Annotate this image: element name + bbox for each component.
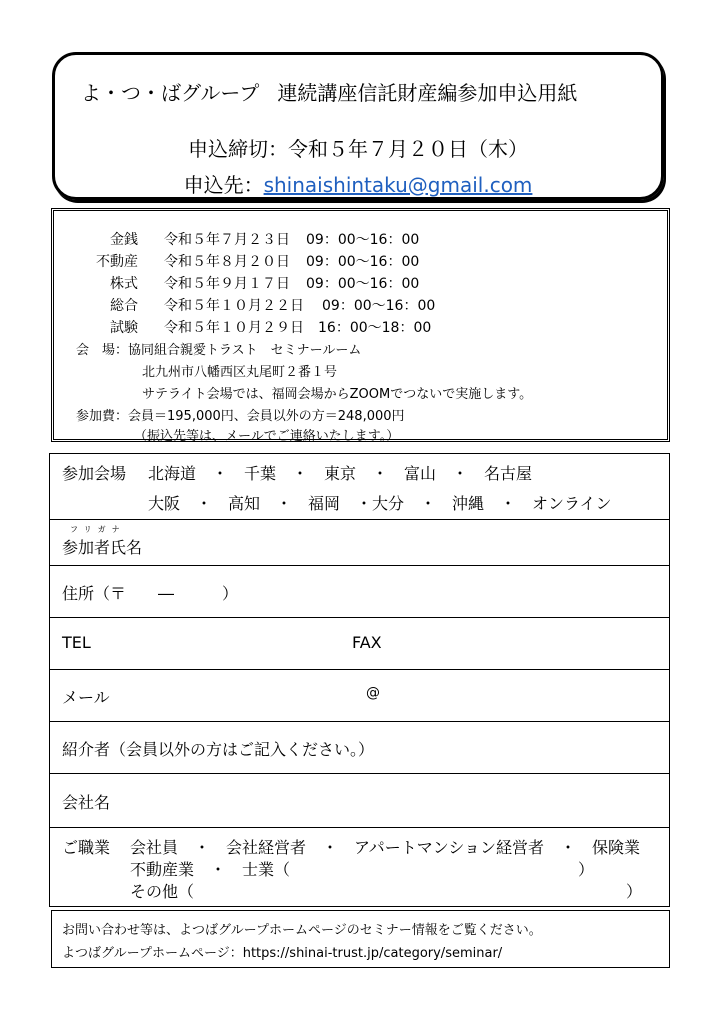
- schedule-category: 総合: [110, 298, 138, 314]
- satellite-note: サテライト会場では、福岡会場からZOOMでつないで実施します。: [142, 387, 533, 402]
- form-title: 連続講座信託財産編参加申込用紙: [277, 81, 578, 105]
- company-label: 会社名: [62, 793, 111, 812]
- schedule-time: 09：00～16：00: [306, 232, 420, 248]
- schedule-date: 令和５年１０月２９日: [164, 320, 304, 336]
- phone-row[interactable]: [50, 618, 669, 670]
- form-header: [52, 52, 664, 200]
- venue-address: 北九州市八幡西区丸尾町２番１号: [142, 365, 338, 380]
- schedule-category: 金銭: [110, 232, 138, 248]
- venue-options-line1[interactable]: 北海道 ・ 千葉 ・ 東京 ・ 富山 ・ 名古屋: [148, 464, 533, 483]
- at-mark: @: [366, 685, 380, 701]
- header-title: [81, 77, 577, 106]
- seminar-info-box: [51, 208, 670, 442]
- venue-select-row: [50, 454, 669, 520]
- name-row[interactable]: [50, 520, 669, 566]
- address-row[interactable]: [50, 566, 669, 618]
- mail-label: メール: [62, 688, 110, 707]
- referrer-label: 紹介者（会員以外の方はご記入ください。）: [62, 740, 375, 759]
- referrer-row[interactable]: [50, 722, 669, 774]
- occupation-options-line1[interactable]: 会社員 ・ 会社経営者 ・ アパートマンション経営者 ・ 保険業: [130, 838, 641, 857]
- schedule-time: 09：00～16：00: [322, 298, 436, 314]
- name-furigana: フリガナ: [70, 525, 126, 534]
- contact-label: 申込先：: [183, 173, 264, 197]
- schedule-category: 不動産: [96, 254, 138, 270]
- occupation-label: ご職業: [62, 838, 111, 857]
- fee-note: （振込先等は、メールでご連絡いたします。）: [134, 429, 400, 444]
- application-contact: [55, 169, 661, 198]
- venue-line: 会 場：協同組合親愛トラスト セミナールーム: [76, 343, 362, 358]
- schedule-time: 09：00～16：00: [306, 254, 420, 270]
- schedule-date: 令和５年７月２３日: [164, 232, 290, 248]
- occupation-options-line2[interactable]: 不動産業 ・ 士業（ ）: [130, 860, 595, 879]
- schedule-date: 令和５年９月１７日: [164, 276, 290, 292]
- occupation-row: [50, 828, 669, 908]
- schedule-date: 令和５年８月２０日: [164, 254, 290, 270]
- contact-email-link[interactable]: shinaishintaku@gmail.com: [263, 173, 533, 197]
- schedule-category: 株式: [110, 276, 138, 292]
- tel-label: TEL: [62, 633, 91, 652]
- venue-label: 参加会場: [62, 464, 127, 483]
- company-row[interactable]: [50, 774, 669, 828]
- occupation-options-line3[interactable]: その他（ ）: [130, 882, 643, 901]
- application-deadline: 申込締切：令和５年７月２０日（木）: [188, 137, 528, 161]
- mail-row[interactable]: [50, 670, 669, 722]
- schedule-category: 試験: [110, 320, 138, 336]
- venue-options-line2[interactable]: 大阪 ・ 高知 ・ 福岡 ・大分 ・ 沖縄 ・ オンライン: [148, 494, 612, 513]
- schedule-time: 09：00～16：00: [306, 276, 420, 292]
- application-form: [49, 453, 670, 907]
- address-label: 住所（〒 ― ）: [62, 584, 239, 603]
- name-label: 参加者氏名: [62, 538, 143, 557]
- schedule-date: 令和５年１０月２２日: [164, 298, 304, 314]
- fee-line: 参加費：会員＝195,000円、会員以外の方＝248,000円: [76, 409, 405, 424]
- homepage-link[interactable]: よつばグループホームページ：https://shinai-trust.jp/category/seminar/: [62, 946, 503, 961]
- schedule-time: 16：00～18：00: [318, 320, 432, 336]
- group-name: よ・つ・ばグループ: [81, 81, 260, 105]
- inquiry-footer: [51, 910, 670, 968]
- fax-label: FAX: [352, 633, 382, 652]
- inquiry-note: お問い合わせ等は、よつばグループホームページのセミナー情報をご覧ください。: [62, 923, 542, 938]
